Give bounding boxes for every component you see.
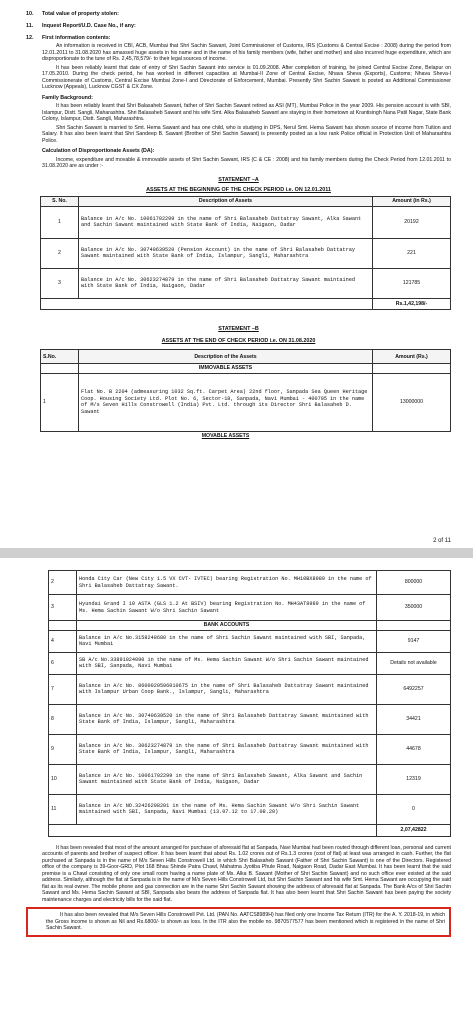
row-sno: 6: [49, 652, 77, 674]
row-amount: Details not available: [377, 652, 451, 674]
total-amount: 2,07,42822: [377, 824, 451, 836]
row-amount: 6492257: [377, 674, 451, 704]
row-description: Hyundai Grand I 10 ASTA (GLS 1.2 At BSIV) bearing Registration No. MH43AT8989 in the name of Ms. Hema Sachin Sawant W/o Shri Sachin Sawant: [77, 595, 377, 621]
section-title: Inquest Report/U.D. Case No., if any:: [42, 22, 136, 29]
bank-accounts-heading: BANK ACCOUNTS: [77, 621, 377, 631]
row-amount: 9147: [377, 630, 451, 652]
row-description: Flat No. B 2204 (admeasuring 1032 Sq.ft. Carpet Area) 22nd floor, Sanpada Sea Queen Heritage Coop. Housing Society Ltd. Plot No. 6, Sector-18, Sanpada, Navi Mumbai - 400705 in the name of M/s Seven Hills Constrowell (India) Pvt. Ltd. through its Director Shri Balasaheb D. Sawant: [79, 373, 373, 431]
table-row: [49, 674, 451, 704]
column-header: Description of the Assets: [79, 350, 373, 364]
table-row: [41, 206, 451, 238]
empty-cell: [373, 364, 451, 374]
row-sno: 1: [41, 206, 79, 238]
row-amount: 12319: [377, 764, 451, 794]
family-background-heading: Family Background:: [42, 94, 93, 101]
section-number: 10.: [26, 11, 34, 17]
row-sno: 2: [49, 571, 77, 595]
section-12: [26, 35, 451, 42]
section-number: 11.: [26, 22, 34, 29]
empty-cell: [377, 621, 451, 631]
row-sno: 1: [41, 373, 79, 431]
movable-heading-row: [41, 431, 451, 440]
table-row: [49, 704, 451, 734]
movable-assets-heading: MOVABLE ASSETS: [201, 432, 250, 439]
statement-a-label: STATEMENT –A: [218, 176, 259, 183]
row-amount: 0: [377, 794, 451, 824]
row-description: Balance in A/c No.3158248680 in the name of Shri Sachin Sawant maintained with SBI, Sanpada, Navi Mumbai: [77, 630, 377, 652]
paragraph-family-2: Shri Sachin Sawant is married to Smt. Hema Sawant and has one child, who is studying in DPS, Nerul Smt. Hema Sawant has shown source of income from Tuition and Salary. It has also been learnt that Shri Sandeep B. Sawant (Brother of Shri Sachin Sawant) is presently posted as a low rank Police official in Protection Unit of Maharashtra Police.: [42, 124, 451, 144]
row-amount: 800000: [377, 571, 451, 595]
row-amount: 34421: [377, 704, 451, 734]
statement-b-continued-table: [48, 570, 451, 837]
paragraph-calculation: Income, expenditure and movable & immovable assets of Shri Sachin Sawant, IRS (C & CE : 2008) and his family members during the Check Period from 12.01.2011 to 31.08.2020 are as under :-: [42, 156, 451, 170]
empty-cell: [77, 824, 377, 836]
empty-cell: [41, 298, 79, 309]
column-header: S.No.: [41, 350, 79, 364]
row-description: Balance in A/c No. 30740639520 in the name of Shri Balasaheb Dattatray Sawant maintained with State Bank of India, Islampur, Sangli, Maharashtra: [77, 704, 377, 734]
table-header-row: [41, 197, 451, 207]
table-row: [49, 630, 451, 652]
table-row: [41, 373, 451, 431]
statement-b-title: ASSETS AT THE END OF CHECK PERIOD i.e. ON 31.08.2020: [161, 337, 316, 344]
row-description: Balance in A/c No. 30623274879 in the name of Shri Balasaheb Dattatray Sawant maintained with State Bank of India, Naigaon, Dadar: [79, 268, 373, 298]
immovable-assets-heading: IMMOVABLE ASSETS: [79, 364, 373, 374]
table-row: [49, 595, 451, 621]
row-sno: 3: [41, 268, 79, 298]
page-separator: [0, 548, 473, 558]
row-sno: 8: [49, 704, 77, 734]
calculation-heading: Calculation of Disproportionate Assets (DA):: [42, 148, 155, 155]
section-10: [26, 11, 451, 18]
paragraph-family-1: It has been reliably learnt that Shri Balasaheb Sawant, father of Shri Sachin Sawant retired as ASI (MT), Mumbai Police in the year 2009. His pension account is with SBI, Islampur, Distt. Sangli, Maharashtra. Shri Balasaheb Sawant and his wife Smt. Alka Balasaheb Sawant are staying in their hometown at Krantisingh Nana Patil Nagar, State Bank Colony, Islampur, Distt. Sangli, Maharashtra.: [42, 103, 451, 123]
document-page-2: [0, 558, 473, 1024]
row-description: Balance in A/c No. 10061702299 in the name of Shri Balasaheb Sawant, Alka Sawant and Sachin Sawant maintained with State Bank of India, Naigaon, Dadar: [77, 764, 377, 794]
empty-cell: [41, 364, 79, 374]
row-sno: 4: [49, 630, 77, 652]
row-description: SB A/c No.33891024090 in the name of Ms. Hema Sachin Sawant W/o Shri Sachin Sawant maintained with SBI, Sanpada, Navi Mumbai: [77, 652, 377, 674]
row-sno: 3: [49, 595, 77, 621]
section-number: 12.: [26, 34, 34, 41]
empty-cell: [49, 824, 77, 836]
section-11: [26, 23, 451, 30]
section-title: First information contents:: [42, 34, 111, 41]
statement-b-label: STATEMENT –B: [218, 325, 259, 332]
column-header: Amount (Rs.): [373, 350, 451, 364]
highlighted-box: [26, 907, 451, 937]
row-description: Balance in A/c NO.32426298201 in the name of Ms. Hema Sachin Sawant W/o Shri Sachin Sawant maintained with SBI, Sanpada, Navi Mumbai (13.07.12 to 17.08.20): [77, 794, 377, 824]
paragraph-flat-purchase: It has been revealed that most of the amount arranged for purchase of aforesaid flat at Sanpada, Navi Mumbai had been routed through different loan, personal and current accounts of parents and brother of suspect officer. It has been learnt that about Rs. 1.02 crores out of Rs.1.3 crores (cost of flat) at least was arranged in cash. Further, the flat purchased at Sanpada is in the name of M/s Seven Hills Constrowell Ltd. in which Shri Balasaheb Sawant (Father of Shri Sachin Sawant) is one of the Directors. Registered office of the company is 39-Goor-GRD, Plot 168 Bhau Shinde Patra Chawl, Mahatma Jyotiba Phule Road, Naigaon Road, Dadar East Mumbai. It has been learnt that the said premise is a Chawl consisting of only one small room having a name plate of Ms. Alka B. Sawant (Mother of Shri Sachin Sawant) and no such office ever existed at the said address. Similarly, although the flat at Sanpada is in the name of M/s Seven Hills Constrowell Ltd, but Shri Sachin Sawant and his wife Smt. Hema Sawant are occupying the said flat as its real owner. The mobile phone and gas connection are in the name Shri Sachin Sawant showing the address of aforesaid flat at Sanpada. The Bank A/cs of Shri Sachin Sawant and Ms. Hema Sachin Sawant at SBI, Sanpada also bears the address of Sanpada flat. It has also been learnt that Shri Sachin Sawant has been paying the society maintenance charges and electricity bills for the said flat.: [42, 844, 451, 903]
row-amount: 20192: [373, 206, 451, 238]
empty-cell: [49, 621, 77, 631]
row-sno: 7: [49, 674, 77, 704]
bank-heading-row: [49, 621, 451, 631]
row-sno: 9: [49, 734, 77, 764]
row-description: Balance in A/c No. 10061702299 in the name of Shri Balasaheb Dattatray Sawant, Alka Sawant and Sachin Sawant maintained with State Bank of India, Naigaon, Dadar: [79, 206, 373, 238]
column-header: Amount (in Rs.): [373, 197, 451, 207]
row-amount: 13000000: [373, 373, 451, 431]
row-description: Balance in A/c No. 30623274879 in the name of Shri Balasaheb Dattatray Sawant maintained with State Bank of India, Islampur, Sangli, Maharashtra: [77, 734, 377, 764]
row-sno: 2: [41, 238, 79, 268]
statement-b-table: [40, 349, 451, 440]
column-header: Description of Assets: [79, 197, 373, 207]
table-row: [41, 268, 451, 298]
table-row: [49, 652, 451, 674]
table-row: [49, 571, 451, 595]
total-amount: Rs.1,42,198/-: [373, 298, 451, 309]
table-row: [49, 734, 451, 764]
statement-a-table: [40, 196, 451, 310]
table-total-row: [49, 824, 451, 836]
empty-cell: [41, 431, 79, 440]
paragraph-itr: It has also been revealed that M/s Seven Hills Constrowell Pvt. Ltd. (PAN No. AATCS8989H) has filed only one Income Tax Return (ITR) for the A. Y. 2018-19, in which the Gross income is shown as Nil and Rs.6800/- is shown as loss. In the ITR also the mobile no. 9870577577 has been mentioned which is registered in the name of Shri Sachin Sawant.: [46, 912, 445, 931]
table-row: [49, 794, 451, 824]
table-total-row: [41, 298, 451, 309]
immovable-heading-row: [41, 364, 451, 374]
row-sno: 10: [49, 764, 77, 794]
table-row: [49, 764, 451, 794]
paragraph-information: An information is received in CBI, ACB, Mumbai that Shri Sachin Sawant, Joint Commissioner of Customs, IRS (Customs & Central Excise : 2008) during the period from 12.01.2011 to 31.08.2020 has amassed huge assets in his name and in the name of his family members (wife, father and mother) and also incurred huge expenditure, which are disproportionate to the tune of Rs. 2,45,78,579/- to their legal sources of income.: [42, 43, 451, 63]
row-description: Balance in A/c No. 8600020506010675 in the name of Shri Balasaheb Dattatray Sawant maintained with Islampur Urban Coop Bank., Islampur, Sangli, Maharashtra: [77, 674, 377, 704]
row-description: Honda City Car (New City 1.5 VX CVT- IVTEC) bearing Registration No. MH10BX8989 in the name of Shri Balasaheb Dattatray Sawant.: [77, 571, 377, 595]
row-amount: 44678: [377, 734, 451, 764]
empty-cell: [79, 298, 373, 309]
row-amount: 221: [373, 238, 451, 268]
column-header: S. No.: [41, 197, 79, 207]
section-title: Total value of property stolen:: [42, 11, 119, 17]
table-header-row: [41, 350, 451, 364]
empty-cell: [373, 431, 451, 440]
row-amount: 350000: [377, 595, 451, 621]
paragraph-service: It has been reliably learnt that date of entry of Shri Sachin Sawant into service is 01.09.2008. After completion of training, he joined Central Excise Zone, Belapur on 17.05.2010. During the check period, he has worked in different capacities at Mumbai-II Zone of Central Excise, Nhava Sheva (Exports), Customs; Nhava Sheva-I Commissionerate of Customs, Central Excise Mumbai Zone-I and Directorate of Enforcement, Mumbai. Presently Shri Sachin Sawant is posted as Additional Commissioner Lucknow (Appeals), Lucknow CGST & CX Zone.: [42, 64, 451, 91]
statement-a-title: ASSETS AT THE BEGINNING OF THE CHECK PERIOD i.e. ON 12.01.2011: [146, 186, 331, 193]
table-row: [41, 238, 451, 268]
page-number: 2 of 11: [433, 538, 451, 544]
row-sno: 11: [49, 794, 77, 824]
row-description: Balance in A/c No. 30740639520 (Pension Account) in the name of Shri Balasaheb Dattatray Sawant maintained with State Bank of India, Islampur, Sangli, Maharashtra: [79, 238, 373, 268]
row-amount: 121785: [373, 268, 451, 298]
